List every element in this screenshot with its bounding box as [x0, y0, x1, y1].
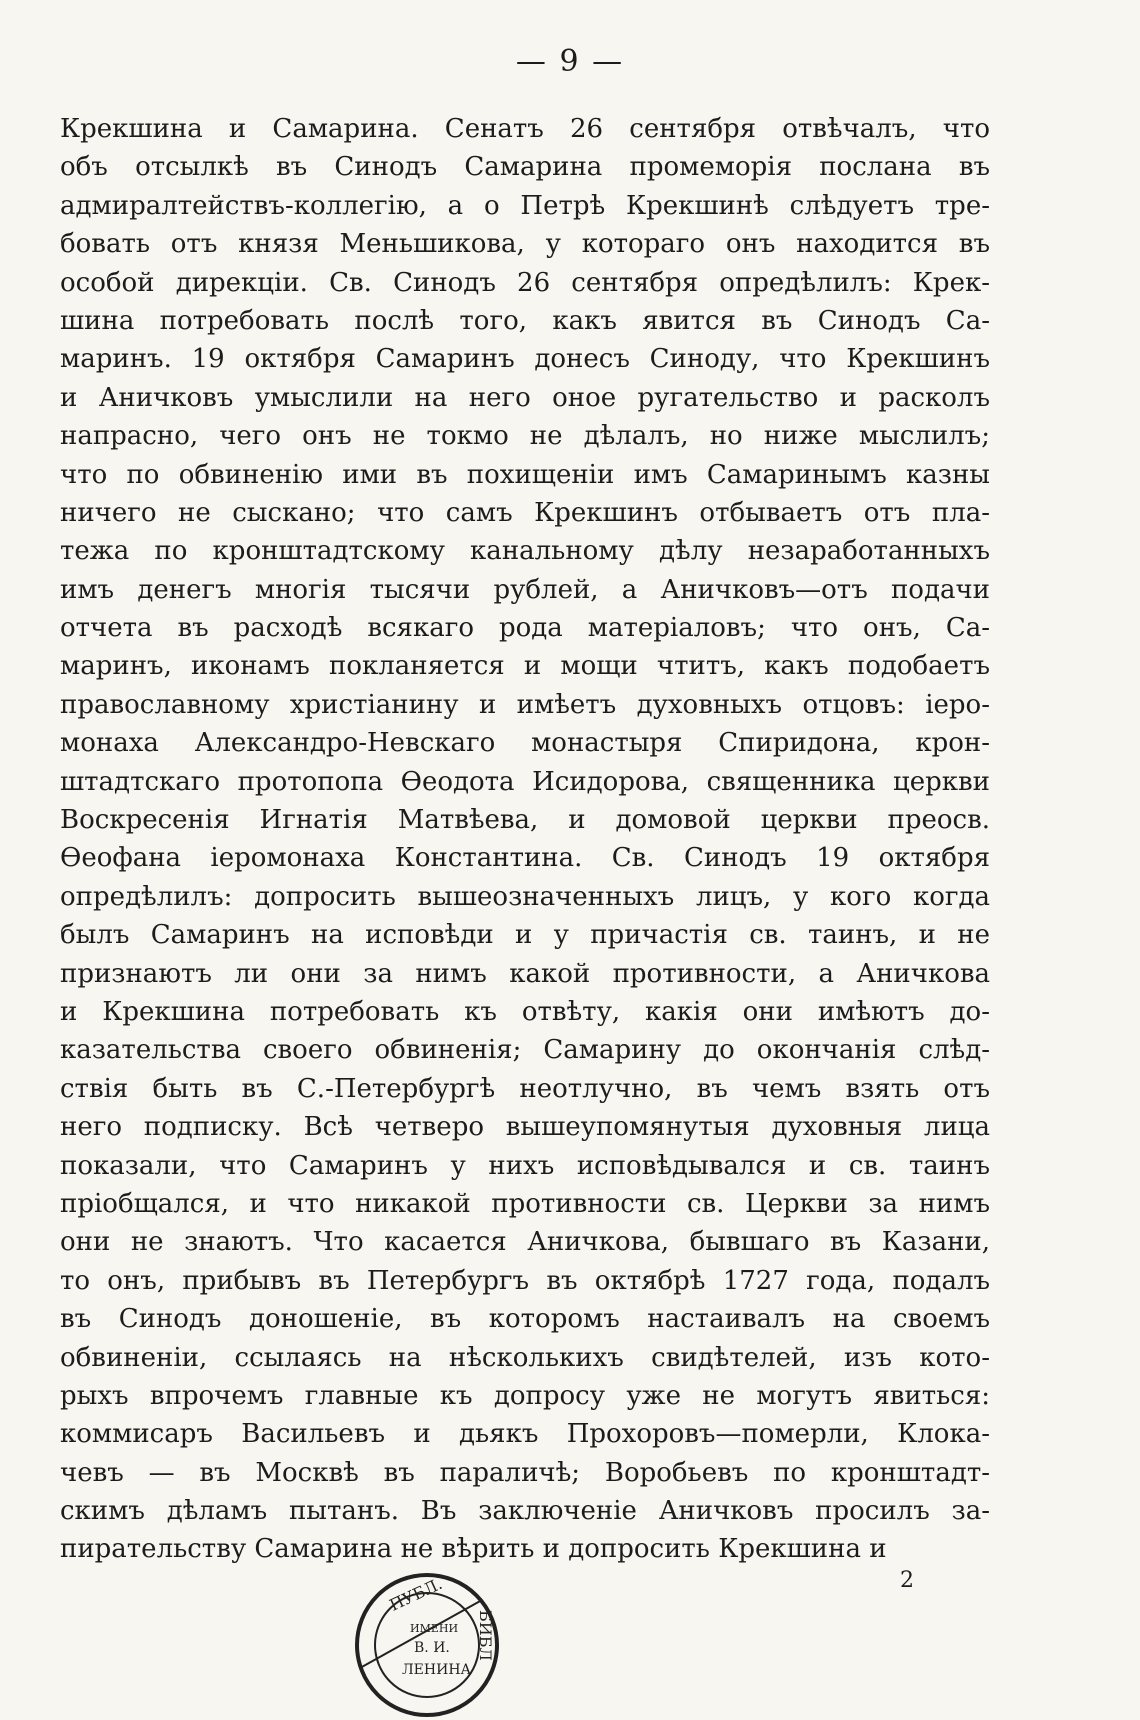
text-line: напрасно, чего онъ не токмо не дѣлалъ, но ниже мыслилъ;	[60, 421, 990, 452]
text-line: показали, что Самаринъ у нихъ исповѣдывался и св. таинъ	[60, 1150, 990, 1181]
text-line: маринъ. 19 октября Самаринъ донесъ Синоду, что Крекшинъ	[60, 344, 990, 375]
text-line: ствія быть въ С.-Петербургѣ неотлучно, въ чемъ взять отъ	[60, 1073, 990, 1104]
text-line: и Крекшина потребовать къ отвѣту, какія они имѣютъ до-	[60, 996, 990, 1027]
text-line: бовать отъ князя Меньшикова, у котораго онъ находится въ	[60, 229, 990, 260]
text-line: они не знаютъ. Что касается Аничкова, бывшаго въ Казани,	[60, 1227, 990, 1258]
body-text	[60, 110, 990, 1569]
text-line: отчета въ расходѣ всякаго рода матеріаловъ; что онъ, Са-	[60, 613, 990, 644]
text-line: ничего не сыскано; что самъ Крекшинъ отбываетъ отъ пла-	[60, 497, 990, 528]
text-line: скимъ дѣламъ пытанъ. Въ заключеніе Аничковъ просилъ за-	[60, 1496, 990, 1527]
stamp-text-top: ПУБЛ.	[386, 1573, 446, 1615]
text-line: объ отсылкѣ въ Синодъ Самарина промеморія послана въ	[60, 152, 990, 183]
text-line: обвиненіи, ссылаясь на нѣсколькихъ свидѣтелей, изъ кото-	[60, 1342, 990, 1373]
text-line: рыхъ впрочемъ главные къ допросу уже не могутъ явиться:	[60, 1380, 990, 1411]
text-line: особой дирекціи. Св. Синодъ 26 сентября опредѣлилъ: Крек-	[60, 267, 990, 298]
page-number: — 9 —	[515, 44, 625, 79]
text-line: Воскресенія Игнатія Матвѣева, и домовой церкви преосв.	[60, 805, 990, 836]
text-line: Ѳеофана іеромонаха Константина. Св. Синодъ 19 октября	[60, 843, 990, 874]
text-line: православному христіанину и имѣетъ духовныхъ отцовъ: іеро-	[60, 689, 990, 720]
text-line: признаютъ ли они за нимъ какой противности, а Аничкова	[60, 958, 990, 989]
text-line: штадтскаго протопопа Ѳеодота Исидорова, священника церкви	[60, 766, 990, 797]
text-line: былъ Самаринъ на исповѣди и у причастія св. таинъ, и не	[60, 920, 990, 951]
stamp-text-name: ЛЕНИНА	[402, 1662, 472, 1678]
stamp-text-initials: В. И.	[414, 1640, 450, 1656]
text-line: Крекшина и Самарина. Сенатъ 26 сентября отвѣчалъ, что	[60, 114, 990, 144]
text-line: чевъ — въ Москвѣ въ параличѣ; Воробьевъ по кронштадт-	[60, 1457, 990, 1488]
text-line: то онъ, прибывъ въ Петербургъ въ октябрѣ 1727 года, подалъ	[60, 1265, 990, 1296]
text-line: имъ денегъ многія тысячи рублей, а Аничковъ—отъ подачи	[60, 574, 990, 605]
text-line: что по обвиненію ими въ похищеніи имъ Самаринымъ казны	[60, 459, 990, 490]
text-line: опредѣлилъ: допросить вышеозначенныхъ лицъ, у кого когда	[60, 881, 990, 912]
text-line: маринъ, иконамъ покланяется и мощи чтитъ, какъ подобаетъ	[60, 651, 990, 682]
text-line: казательства своего обвиненія; Самарину до окончанія слѣд-	[60, 1035, 990, 1066]
text-line: коммисаръ Васильевъ и дьякъ Прохоровъ—померли, Клока-	[60, 1419, 990, 1450]
text-line: тежа по кронштадтскому канальному дѣлу незаработанныхъ	[60, 536, 990, 567]
text-line: шина потребовать послѣ того, какъ явится въ Синодъ Са-	[60, 305, 990, 336]
signature-mark: 2	[900, 1568, 914, 1593]
text-line: него подписку. Всѣ четверо вышеупомянутыя духовныя лица	[60, 1112, 990, 1143]
text-line: пріобщался, и что никакой противности св. Церкви за нимъ	[60, 1188, 990, 1219]
stamp-text-middle: ИМЕНИ	[410, 1622, 459, 1635]
text-line: пирательству Самарина не вѣрить и допросить Крекшина и	[60, 1534, 887, 1565]
text-line: адмиралтействъ-коллегію, а о Петрѣ Крекшинѣ слѣдуетъ тре-	[60, 190, 990, 221]
stamp-text-side: БИБЛ	[476, 1610, 495, 1661]
text-line: въ Синодъ доношеніе, въ которомъ настаивалъ на своемъ	[60, 1304, 990, 1335]
text-line: монаха Александро-Невскаго монастыря Спиридона, крон-	[60, 728, 990, 759]
library-stamp	[352, 1570, 502, 1720]
stamp-line	[360, 1600, 482, 1668]
text-line: и Аничковъ умыслили на него оное ругательство и расколъ	[60, 382, 990, 413]
